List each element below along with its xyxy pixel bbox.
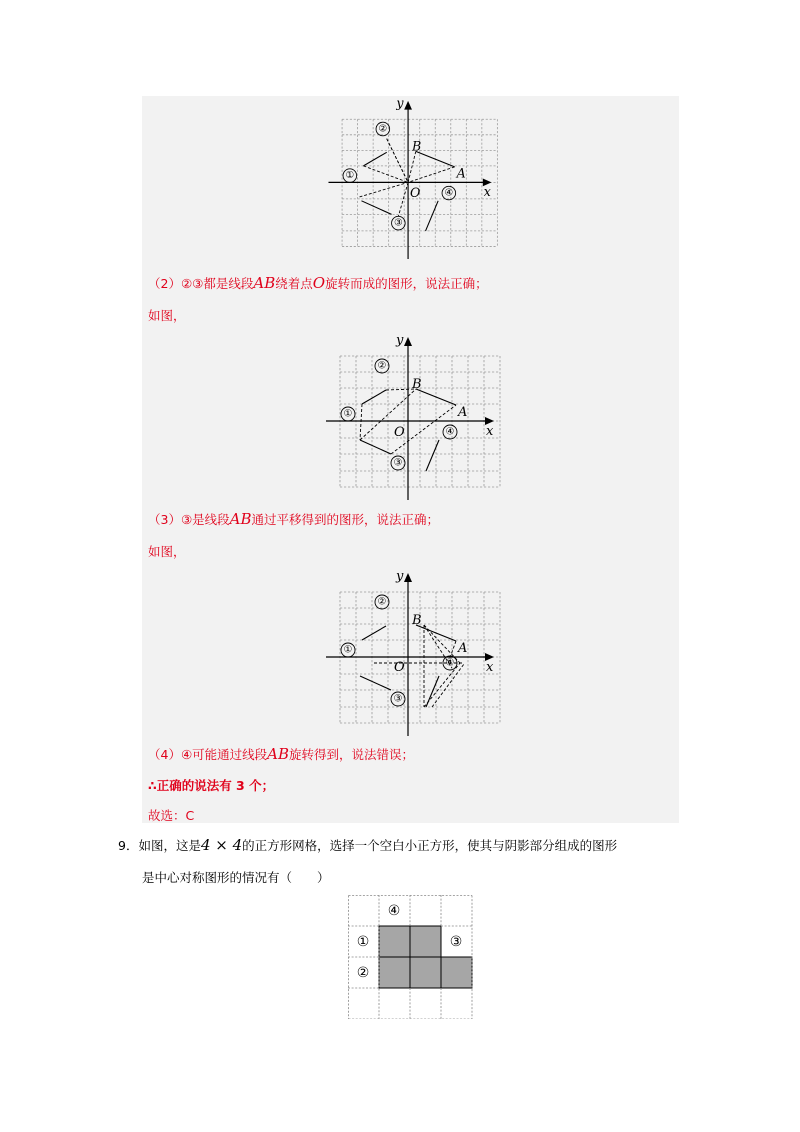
step2-text: （2）②③都是线段AB绕着点O旋转而成的图形，说法正确；: [148, 274, 488, 292]
point-b-label: B: [411, 138, 422, 154]
answer-text: 故选：C: [148, 808, 195, 823]
cell-label-4: ④: [387, 903, 401, 919]
point-b-label: B: [412, 613, 422, 628]
coordinate-figure-point4: [142, 568, 679, 738]
step4-text: （4）④可能通过线段AB旋转得到，说法错误；: [148, 745, 415, 763]
x-axis-label: x: [483, 183, 491, 199]
cell-label-2: ②: [356, 965, 370, 981]
step3-text: （3）③是线段AB通过平移得到的图形，说法正确；: [148, 510, 440, 528]
coordinate-figure-rotation: [142, 96, 679, 261]
origin-label: O: [394, 660, 405, 675]
square-grid-figure: [348, 895, 474, 1019]
point-b-label: B: [412, 377, 422, 392]
solution-panel: [142, 96, 679, 823]
conclusion-text: ∴正确的说法有 3 个；: [148, 778, 275, 793]
point-a-label: A: [458, 405, 468, 420]
x-axis-label: x: [486, 424, 494, 439]
step2-ru-tu: 如图，: [148, 308, 186, 323]
x-axis-label: x: [486, 660, 494, 675]
label-2: ②: [378, 123, 388, 135]
y-axis-label: y: [396, 569, 404, 584]
label-1: ①: [345, 170, 355, 182]
label-3: ③: [393, 457, 403, 469]
origin-label: O: [394, 425, 405, 440]
cell-label-1: ①: [356, 934, 370, 950]
step3-ru-tu: 如图，: [148, 544, 186, 559]
y-axis-label: y: [396, 333, 404, 348]
question9-line1: 9．如图，这是4 × 4的正方形网格，选择一个空白小正方形，使其与阴影部分组成的图形: [118, 836, 618, 854]
label-4: ④: [445, 426, 455, 438]
origin-label: O: [410, 184, 421, 200]
coordinate-figure-translation: [142, 332, 679, 502]
label-4: ④: [445, 657, 455, 669]
question9-line2: 是中心对称图形的情况有（ ）: [142, 870, 330, 885]
label-2: ②: [377, 596, 387, 608]
point-a-label: A: [456, 165, 466, 181]
point-a-label: A: [458, 641, 468, 656]
label-2: ②: [377, 360, 387, 372]
label-1: ①: [343, 644, 353, 656]
cell-label-3: ③: [449, 934, 463, 950]
label-1: ①: [343, 408, 353, 420]
label-4: ④: [444, 187, 454, 199]
label-3: ③: [393, 693, 403, 705]
label-3: ③: [394, 217, 403, 229]
y-axis-label: y: [396, 96, 404, 111]
